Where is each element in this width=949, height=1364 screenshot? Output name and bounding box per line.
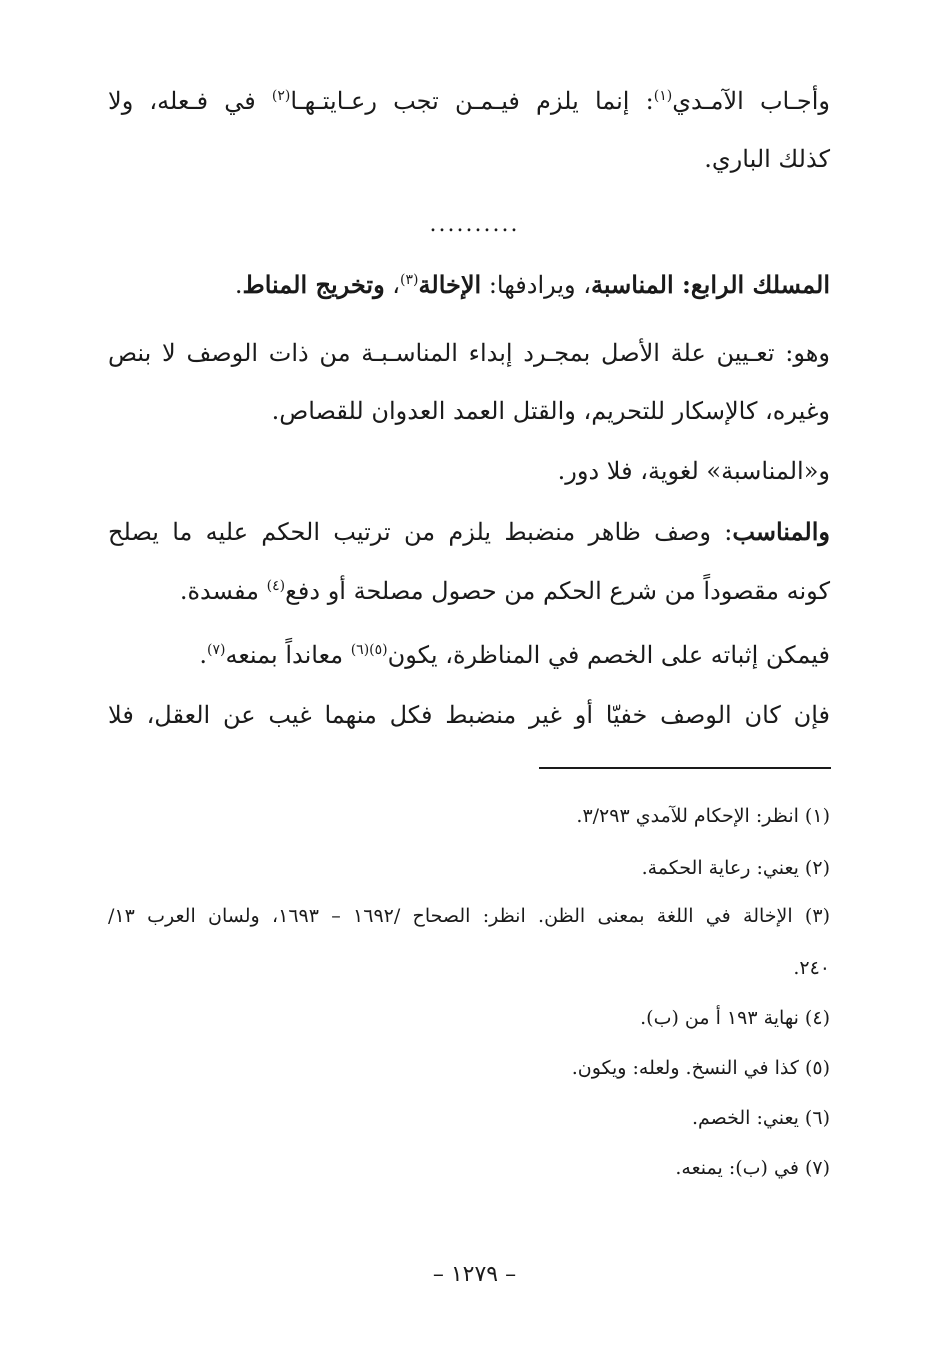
footnote-ref-3[interactable]: (٣) <box>400 272 419 288</box>
footnote-6: (٦) يعني: الخصم. <box>691 1107 830 1129</box>
paragraph-2-line-2: وغيره، كالإسكار للتحريم، والقتل العمد العدوان للقصاص. <box>271 397 830 425</box>
text-run: : إنما يلزم فيـمـن تجب رعـايتـهـا <box>290 87 654 115</box>
text-run: وأجـاب الآمـدي <box>672 87 830 115</box>
heading-text: ، <box>384 271 401 299</box>
footnote-divider <box>539 767 831 769</box>
footnote-ref-6[interactable]: (٦) <box>350 642 370 658</box>
text-run: مفسدة. <box>179 577 267 605</box>
footnote-2: (٢) يعني: رعاية الحكمة. <box>641 857 830 879</box>
footnote-3-continuation: ٢٤٠. <box>793 957 830 979</box>
paragraph-6: فإن كان الوصف خفيّا أو غير منضبط فكل منهما غيب عن العقل، فلا <box>108 701 830 729</box>
text-run: . <box>199 641 208 669</box>
heading-bold-text: الإخالة <box>418 270 482 299</box>
footnote-ref-1[interactable]: (١) <box>653 88 673 104</box>
paragraph-3: و«المناسبة» لغوية، فلا دور. <box>557 457 830 485</box>
text-run: فيمكن إثباته على الخصم في المناظرة، يكون <box>387 641 830 669</box>
paragraph-4-line-2 <box>108 574 830 608</box>
text-run: معانداً بمنعه <box>225 641 351 669</box>
heading-bold-text: المسلك الرابع: المناسبة <box>591 270 830 299</box>
heading-bold-text: وتخريج المناط <box>242 270 385 299</box>
section-heading <box>108 268 830 302</box>
footnote-1: (١) انظر: الإحكام للآمدي ٣/٢٩٣. <box>576 805 830 827</box>
footnote-4: (٤) نهاية ١٩٣ أ من (ب). <box>640 1007 830 1029</box>
footnote-5: (٥) كذا في النسخ. ولعله: ويكون. <box>571 1057 830 1079</box>
footnote-ref-4[interactable]: (٤) <box>266 578 286 594</box>
paragraph-1-line-2: كذلك الباري. <box>704 145 830 173</box>
text-run: : وصف ظاهر منضبط يلزم من ترتيب الحكم عليه ما يصلح <box>108 518 733 546</box>
defined-term: والمناسب <box>732 517 830 546</box>
heading-text: ، ويرادفها: <box>481 271 592 299</box>
text-run: كونه مقصوداً من شرع الحكم من حصول مصلحة أو دفع <box>285 577 830 605</box>
footnote-3: (٣) الإخالة في اللغة بمعنى الظن. انظر: الصحاح /١٦٩٢ – ١٦٩٣، ولسان العرب ١٣/ <box>108 905 830 927</box>
text-run: في فـعله، ولا <box>108 87 272 115</box>
footnote-7: (٧) في (ب): يمنعه. <box>675 1157 830 1179</box>
footnote-ref-2[interactable]: (٢) <box>271 88 291 104</box>
footnote-ref-5[interactable]: (٥) <box>369 642 388 658</box>
paragraph-1-line-1 <box>108 84 830 118</box>
section-separator: .......... <box>429 212 520 237</box>
footnote-ref-7[interactable]: (٧) <box>207 642 226 658</box>
paragraph-2-line-1: وهو: تعـيين علة الأصل بمجـرد إبداء المناسـبـة من ذات الوصف لا بنص <box>108 339 830 367</box>
paragraph-5 <box>108 638 830 672</box>
heading-text: . <box>234 271 243 299</box>
page-number: – ١٢٧٩ – <box>432 1262 517 1287</box>
paragraph-4-line-1 <box>108 515 830 549</box>
